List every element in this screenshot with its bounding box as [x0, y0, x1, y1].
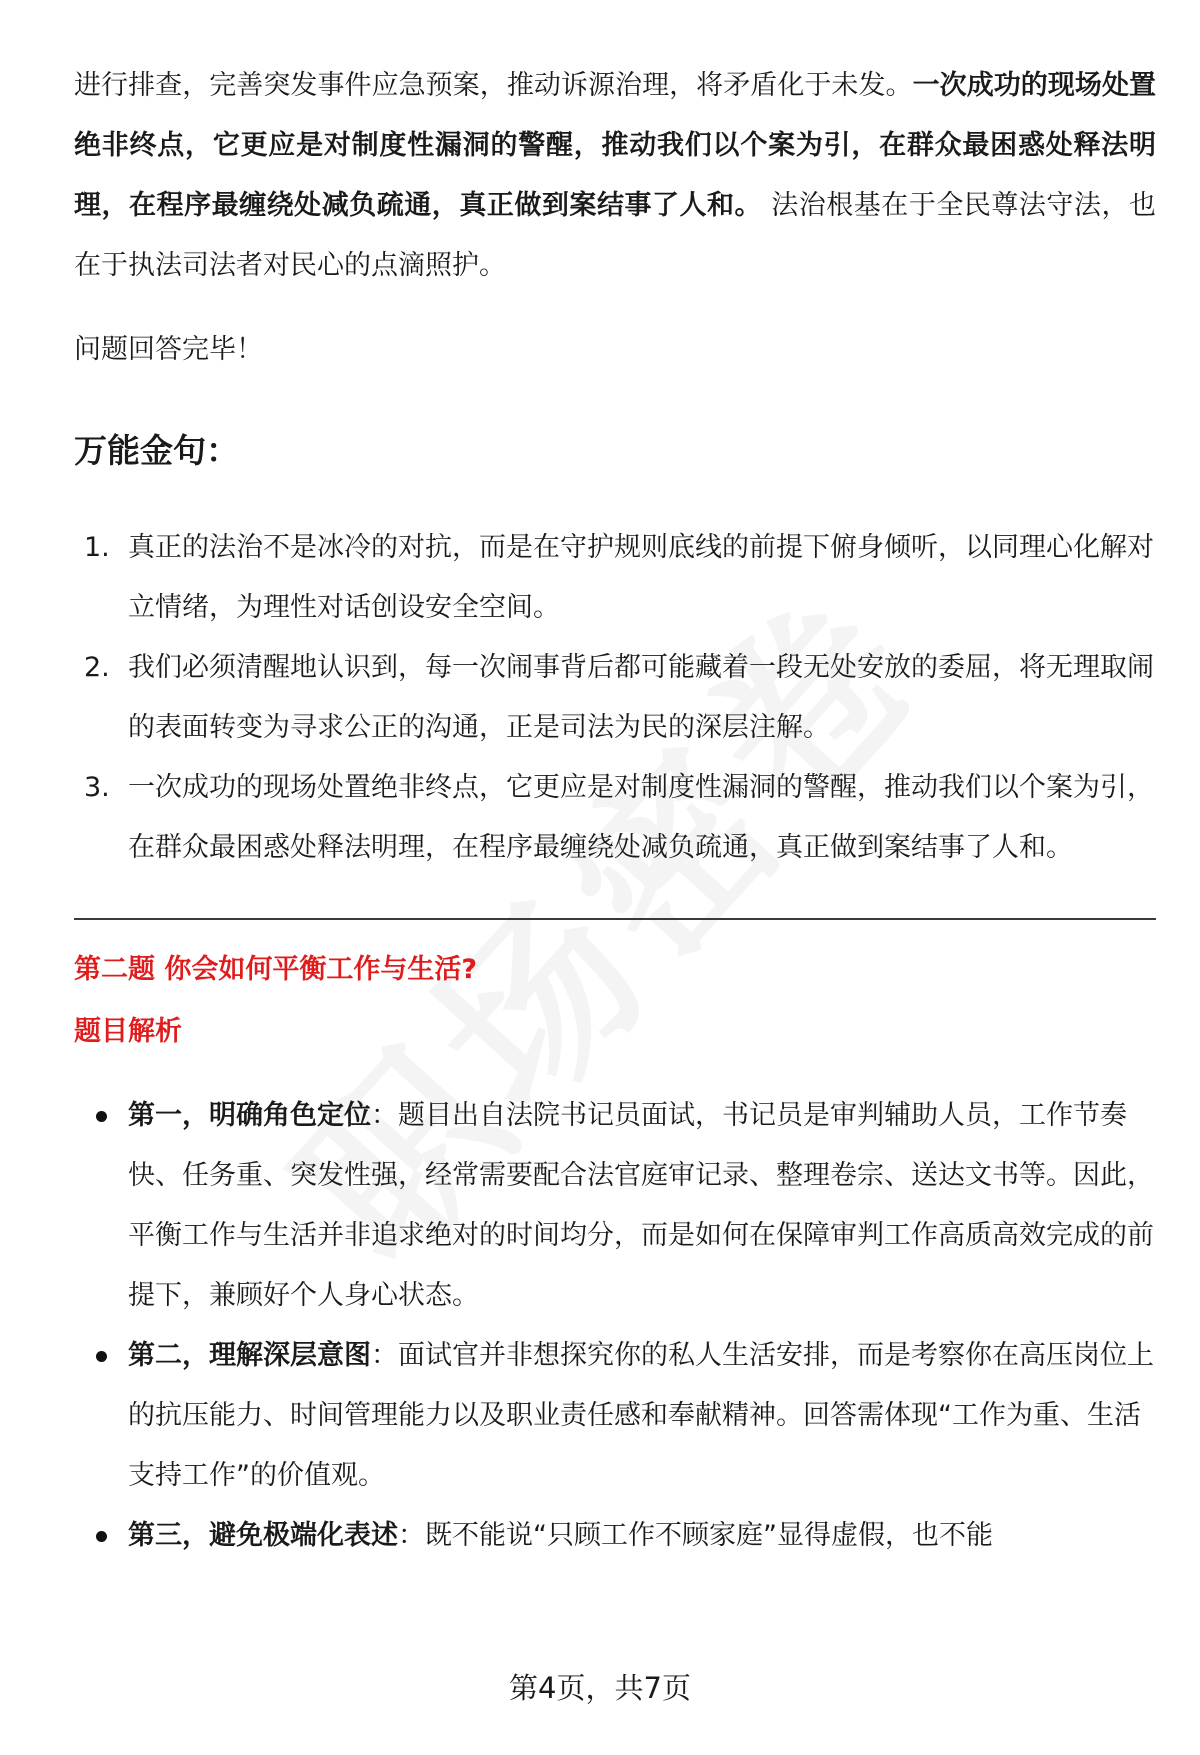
quotes-list: [74, 518, 1156, 878]
intro-plain-end: 法治根基在于全民尊法守法，也在于执法司法者对民心的点滴照护。: [74, 190, 1157, 281]
answer-complete-text: 问题回答完毕！: [74, 334, 263, 365]
analysis-lead: 第二，理解深层意图: [128, 1340, 371, 1371]
quotes-heading: 万能金句：: [74, 431, 239, 470]
quote-text: 真正的法治不是冰冷的对抗，而是在守护规则底线的前提下俯身倾听，以同理心化解对立情绪，为理性对话创设安全空间。: [128, 532, 1154, 623]
section-divider: [74, 918, 1156, 920]
quote-item: [74, 518, 1156, 638]
analysis-heading: 题目解析: [74, 1016, 182, 1047]
analysis-text: ：既不能说“只顾工作不顾家庭”显得虚假，也不能: [398, 1520, 993, 1551]
intro-paragraph: [74, 56, 1156, 296]
analysis-lead: 第一，明确角色定位: [128, 1100, 371, 1131]
quote-number: 2.: [84, 652, 110, 683]
quote-text: 一次成功的现场处置绝非终点，它更应是对制度性漏洞的警醒，推动我们以个案为引，在群众最困惑处释法明理，在程序最缠绕处减负疏通，真正做到案结事了人和。: [128, 772, 1154, 863]
bullet-dot-icon: [96, 1111, 107, 1122]
analysis-item: [74, 1506, 1156, 1566]
analysis-text: ：题目出自法院书记员面试，书记员是审判辅助人员，工作节奏快、任务重、突发性强，经常需要配合法官庭审记录、整理卷宗、送达文书等。因此，平衡工作与生活并非追求绝对的时间均分，而是如何在保障审判工作高质高效完成的前提下，兼顾好个人身心状态。: [128, 1100, 1154, 1311]
quote-item: [74, 758, 1156, 878]
quote-item: [74, 638, 1156, 758]
analysis-list: [74, 1086, 1156, 1566]
quote-number: 1.: [84, 532, 110, 563]
intro-plain-start: 进行排查，完善突发事件应急预案，推动诉源治理，将矛盾化于未发。: [74, 70, 913, 101]
analysis-lead: 第三，避免极端化表述: [128, 1520, 398, 1551]
document-page: [74, 56, 1156, 1566]
bullet-dot-icon: [96, 1351, 107, 1362]
page-footer: 第4页，共7页: [509, 1671, 691, 1705]
bullet-dot-icon: [96, 1531, 107, 1542]
analysis-item: [74, 1326, 1156, 1506]
quote-number: 3.: [84, 772, 110, 803]
analysis-text: ：面试官并非想探究你的私人生活安排，而是考察你在高压岗位上的抗压能力、时间管理能力以及职业责任感和奉献精神。回答需体现“工作为重、生活支持工作”的价值观。: [128, 1340, 1154, 1491]
quote-text: 我们必须清醒地认识到，每一次闹事背后都可能藏着一段无处安放的委屈，将无理取闹的表面转变为寻求公正的沟通，正是司法为民的深层注解。: [128, 652, 1154, 743]
question2-title: 第二题 你会如何平衡工作与生活?: [74, 954, 478, 985]
analysis-item: [74, 1086, 1156, 1326]
intro-bold-text: 一次成功的现场处置绝非终点，它更应是对制度性漏洞的警醒，推动我们以个案为引，在群众最困惑处释法明理，在程序最缠绕处减负疏通，真正做到案结事了人和。: [74, 70, 1157, 221]
